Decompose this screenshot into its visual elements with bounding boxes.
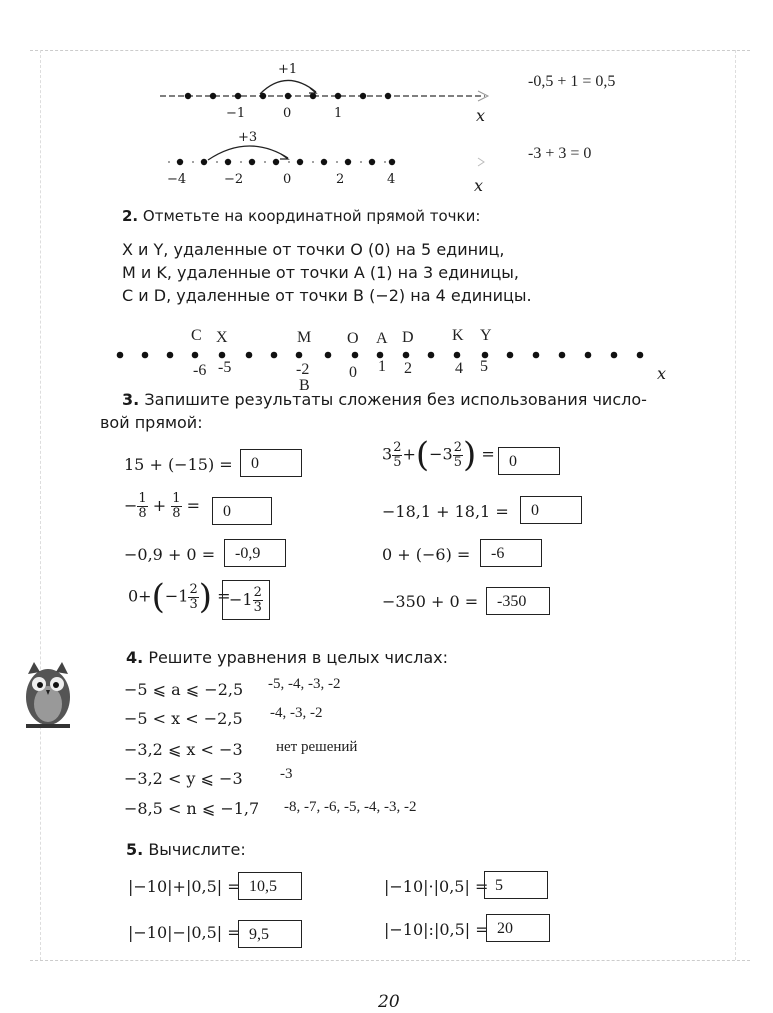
task3-answer-5: -0,9	[224, 539, 286, 567]
task4-expr: −5 < x < −2,5	[124, 709, 243, 728]
decorative-dashes-bottom	[30, 960, 750, 961]
line1-tick-label: −1	[226, 106, 246, 121]
page-number: 20	[378, 992, 400, 1012]
point-value: 4	[455, 360, 463, 377]
top-number-line-2	[160, 125, 500, 185]
task2-line-3: C и D, удаленные от точки B (−2) на 4 единицы.	[122, 286, 532, 305]
task5-answer-4: 20	[486, 914, 550, 942]
task3-heading	[122, 390, 647, 409]
task4-answer: -3	[280, 766, 293, 782]
task3-title-line2: вой прямой:	[100, 413, 203, 432]
line2-step-label: +3	[238, 130, 258, 145]
task3-answer-2: 0	[498, 447, 560, 475]
task2-number: 2.	[122, 207, 139, 225]
point-letter: X	[216, 329, 228, 346]
task5-expr-4: |−10|:|0,5| =	[384, 920, 489, 939]
task3-expr-1: 15 + (−15) =	[124, 455, 233, 474]
task4-expr: −5 ⩽ a ⩽ −2,5	[124, 680, 244, 699]
task3-answer-8: -350	[486, 587, 550, 615]
point-letter: D	[402, 329, 414, 346]
task4-answer: -4, -3, -2	[270, 705, 323, 721]
task3-expr-2: 3 $\frac{2}{5}$ +(−3 $\frac{2}{5}$ ) =	[382, 435, 495, 475]
line1-axis-label: x	[476, 106, 486, 125]
decorative-dashes-left	[40, 50, 41, 960]
line1-tick-label: 0	[283, 106, 292, 121]
task3-expr-5: −0,9 + 0 =	[124, 545, 216, 564]
task3-answer-6: -6	[480, 539, 542, 567]
line1-result: -0,5 + 1 = 0,5	[528, 73, 616, 90]
task3-answer-7: −1 $\frac{2}{3}$	[222, 580, 270, 620]
decorative-dashes-top	[30, 50, 750, 51]
point-value: 0	[349, 364, 357, 381]
top-number-line-1	[150, 60, 500, 130]
line2-result: -3 + 3 = 0	[528, 145, 592, 162]
line2-tick-label: 0	[283, 172, 292, 187]
task2-heading	[122, 207, 480, 225]
point-value: -5	[218, 359, 232, 376]
line2-tick-label: 2	[336, 172, 345, 187]
task3-answer-3: 0	[212, 497, 272, 525]
point-value: -6	[193, 362, 207, 379]
task5-expr-3: |−10|−|0,5| =	[128, 923, 241, 942]
task2-axis-label: x	[657, 364, 667, 383]
task5-title: Вычислите:	[148, 840, 246, 859]
task5-expr-1: |−10|+|0,5| =	[128, 877, 241, 896]
point-letter: K	[452, 327, 464, 344]
point-letter: Y	[480, 327, 492, 344]
task4-expr: −8,5 < n ⩽ −1,7	[124, 799, 260, 818]
decorative-dashes-right	[735, 50, 736, 960]
task3-answer-1: 0	[240, 449, 302, 477]
task3-answer-4: 0	[520, 496, 582, 524]
task4-expr: −3,2 ⩽ x < −3	[124, 740, 243, 759]
task5-answer-1: 10,5	[238, 872, 302, 900]
point-value: 5	[480, 358, 488, 375]
task3-expr-8: −350 + 0 =	[382, 592, 479, 611]
task2-line-2: M и K, удаленные от точки A (1) на 3 единицы,	[122, 263, 520, 282]
point-value: 2	[404, 360, 412, 377]
line2-axis-label: x	[474, 176, 484, 195]
line1-step-label: +1	[278, 62, 298, 77]
line2-tick-label: −2	[224, 172, 244, 187]
task5-answer-3: 9,5	[238, 920, 302, 948]
point-value: 1	[378, 358, 386, 375]
line2-tick-label: −4	[167, 172, 187, 187]
task2-title: Отметьте на координатной прямой точки:	[142, 207, 481, 225]
task3-expr-7: 0+(−1 $\frac{2}{3}$ ) =	[128, 577, 231, 617]
task5-expr-2: |−10|·|0,5| =	[384, 877, 489, 896]
task4-answer: -5, -4, -3, -2	[268, 676, 341, 692]
point-letter: A	[376, 330, 388, 347]
task2-line-1: X и Y, удаленные от точки O (0) на 5 единиц,	[122, 240, 505, 259]
task4-number: 4.	[126, 648, 144, 667]
line1-tick-label: 1	[334, 106, 343, 121]
task5-answer-2: 5	[484, 871, 548, 899]
task4-answer: -8, -7, -6, -5, -4, -3, -2	[284, 799, 417, 815]
task5-number: 5.	[126, 840, 144, 859]
task4-title: Решите уравнения в целых числах:	[148, 648, 449, 667]
point-letter: O	[347, 330, 359, 347]
line2-tick-label: 4	[387, 172, 396, 187]
task4-expr: −3,2 < y ⩽ −3	[124, 769, 243, 788]
point-letter: C	[191, 327, 202, 344]
point-letter-b: B	[299, 377, 310, 394]
owl-illustration	[18, 652, 78, 732]
task4-heading	[126, 648, 448, 667]
task3-expr-3: − $\frac{1}{8}$ + $\frac{1}{8}$ =	[124, 491, 201, 521]
task4-answer: нет решений	[276, 739, 358, 755]
point-value: -2	[296, 361, 310, 378]
task5-heading	[126, 840, 246, 859]
task3-expr-4: −18,1 + 18,1 =	[382, 502, 509, 521]
point-letter: M	[297, 329, 312, 346]
task3-number: 3.	[122, 390, 140, 409]
task3-expr-6: 0 + (−6) =	[382, 545, 471, 564]
task3-title-line1: Запишите результаты сложения без использования число-	[144, 390, 647, 409]
